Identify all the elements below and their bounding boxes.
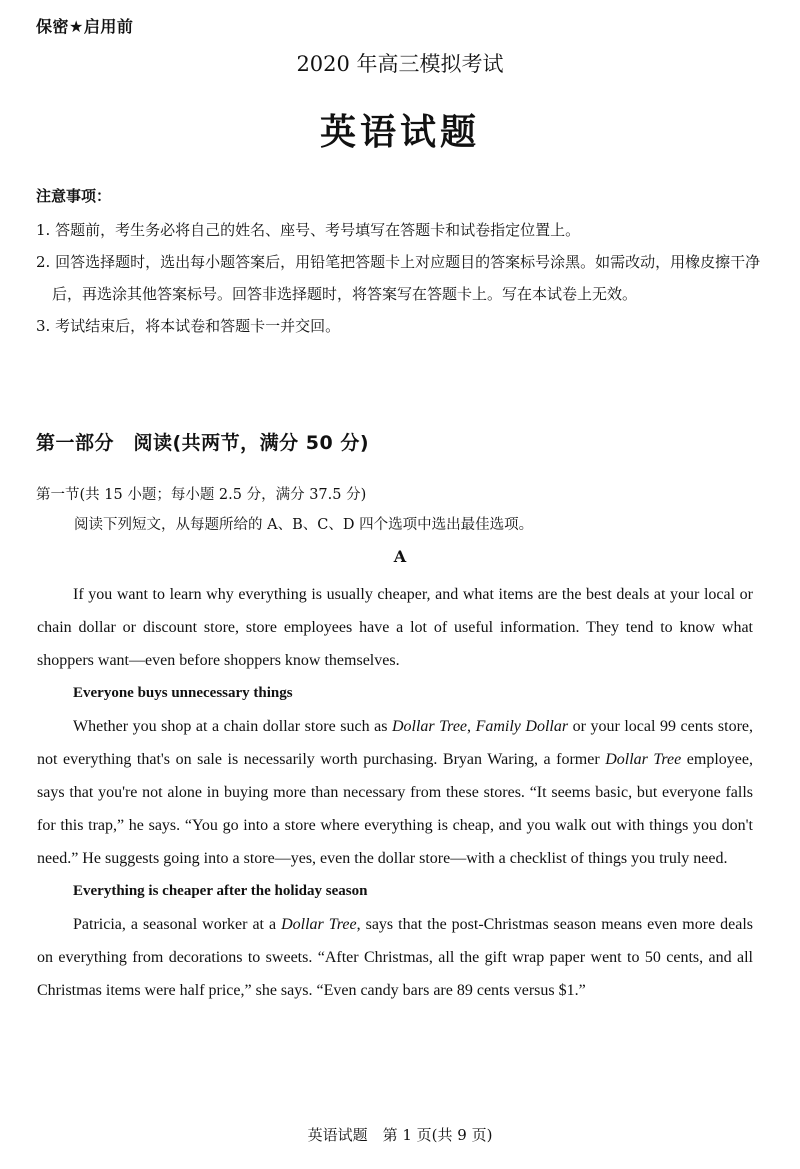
passage-paragraph-2 [37,908,753,1007]
store-name: Dollar Tree [281,916,357,933]
passage-intro: If you want to learn why everything is usually cheaper, and what items are the best deals at your local or chain dollar or discount store, store employees have a lot of useful information. They tend to know what shoppers want—even before shoppers know themselves. [37,586,753,669]
subhead-unnecessary-things: Everyone buys unnecessary things [73,685,293,701]
page-footer: 英语试题 第 1 页(共 9 页) [307,1126,493,1144]
store-name: Dollar Tree [391,718,468,735]
note-item-2: 2. 回答选择题时，选出每小题答案后，用铅笔把答题卡上对应题目的答案标号涂黑。如需改动，用橡皮擦干净后，再选涂其他答案标号。回答非选择题时，将答案写在答题卡上。写在本试卷上无效。 [36,253,761,303]
store-name: Family Dollar [475,718,569,735]
reading-instruction: 阅读下列短文，从每题所给的 A、B、C、D 四个选项中选出最佳选项。 [74,517,534,533]
store-name: Dollar Tree [605,751,682,768]
section-one-heading: 第一节(共 15 小题；每小题 2.5 分，满分 37.5 分) [36,487,367,503]
exam-title: 2020 年高三模拟考试 [296,52,504,76]
notes-section [36,185,776,342]
passage-paragraph-1 [37,710,753,875]
subhead-holiday-season: Everything is cheaper after the holiday season [73,883,368,899]
note-item-1: 1. 答题前，考生务必将自己的姓名、座号、考号填写在答题卡和试卷指定位置上。 [36,221,581,239]
text-span: , says that the post-Christmas season means even more deals on everything from decorations to sweets. “After Christmas, all the gift wrap paper went to 50 cents, and all Christmas items were half price,” she says. “Even candy bars are 89 cents versus $1.” [37,916,753,999]
confidential-mark: 保密★启用前 [36,17,134,36]
text-span: or your local 99 cents store, not everything that's on sale is necessarily worth purchasing. Bryan Waring, a former [37,718,753,768]
text-span: employee, says that you're not alone in buying more than necessary from these stores. “It seems basic, but everyone falls for this trap,” he says. “You go into a store where everything is cheap, and you walk out with things you don't need.” He suggests going into a store—yes, even the dollar store—with a checklist of things you truly need. [37,751,753,867]
subject-title: 英语试题 [319,111,480,153]
text-span: Whether you shop at a chain dollar store such as [73,718,392,735]
note-item-3: 3. 考试结束后，将本试卷和答题卡一并交回。 [36,317,341,335]
text-span: , [467,718,476,735]
text-span: Patricia, a seasonal worker at a [73,916,282,933]
part-one-heading: 第一部分 阅读(共两节，满分 50 分) [36,432,370,454]
passage-label: A [393,547,407,566]
passage-a [37,578,753,1007]
notes-heading: 注意事项： [36,187,112,205]
